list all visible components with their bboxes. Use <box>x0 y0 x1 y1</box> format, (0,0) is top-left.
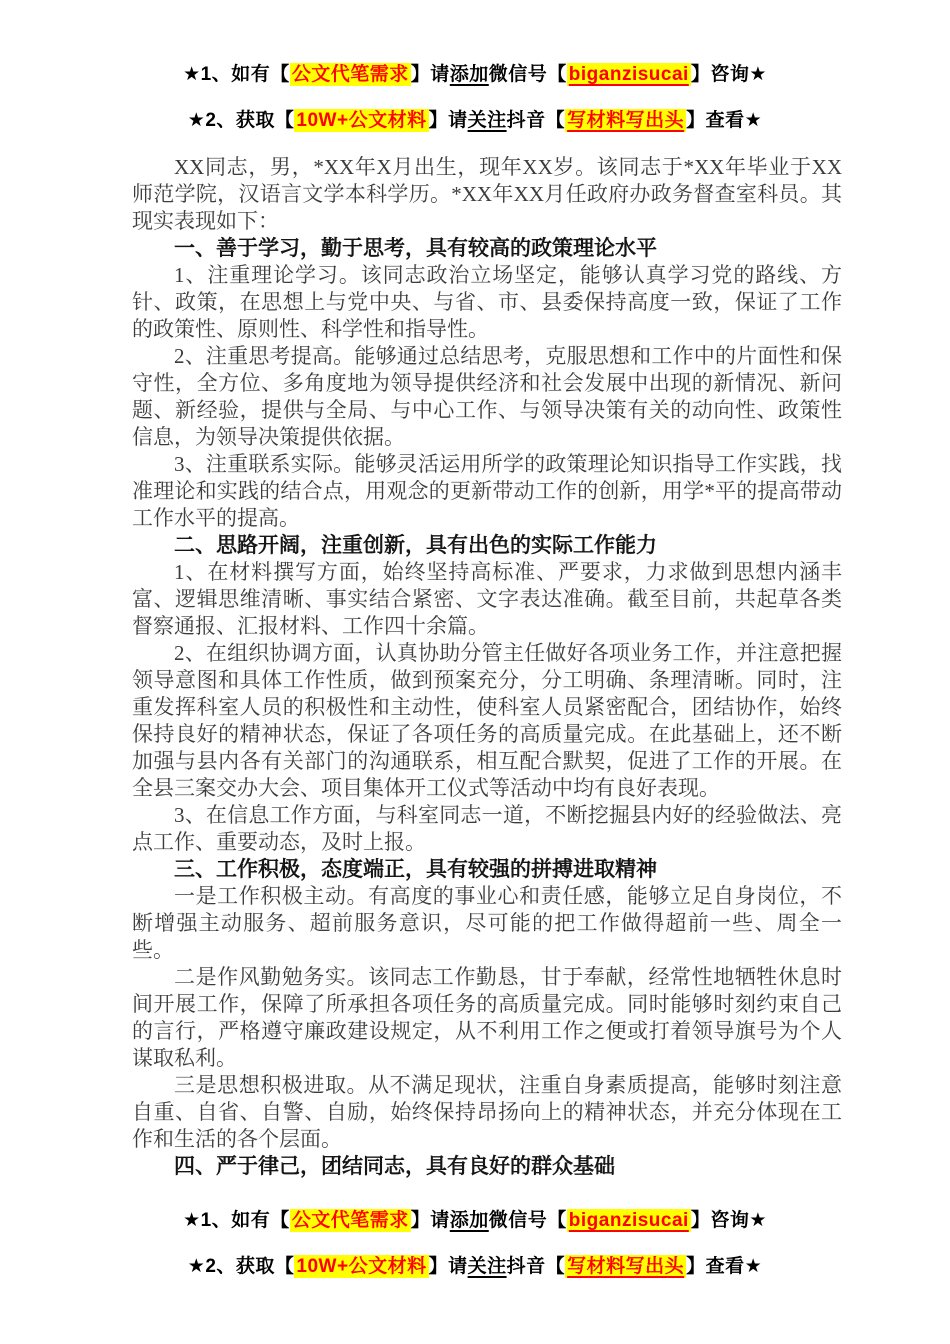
promo-header-line-2-segment-1: ★2、获取【 <box>187 110 295 131</box>
section-heading: 二、思路开阔，注重创新，具有出色的实际工作能力 <box>174 534 657 557</box>
promo-footer-line-2-segment-1: ★2、获取【 <box>187 1256 295 1277</box>
promo-footer <box>0 1206 950 1282</box>
promo-header-line-1-segment-5: 微信号【 <box>488 64 567 85</box>
section-heading: 四、严于律己，团结同志，具有良好的群众基础 <box>174 1155 615 1178</box>
promo-footer-line-1-segment-5: 微信号【 <box>488 1210 567 1231</box>
promo-footer-line-1 <box>0 1206 950 1236</box>
body-paragraph: 1、注重理论学习。该同志政治立场坚定，能够认真学习党的路线、方针、政策，在思想上与党中央、与省、市、县委保持高度一致，保证了工作的政策性、原则性、科学性和指导性。 <box>132 263 842 341</box>
body-paragraph: 一是工作积极主动。有高度的事业心和责任感，能够立足自身岗位，不断增强主动服务、超前服务意识，尽可能的把工作做得超前一些、周全一些。 <box>132 884 842 962</box>
body-paragraph: 3、在信息工作方面，与科室同志一道，不断挖掘县内好的经验做法、亮点工作、重要动态，及时上报。 <box>132 803 842 854</box>
body-paragraph: 2、注重思考提高。能够通过总结思考，克服思想和工作中的片面性和保守性，全方位、多角度地为领导提供经济和社会发展中出现的新情况、新问题、新经验，提供与全局、与中心工作、与领导决策有关的动向性、政策性信息，为领导决策提供依据。 <box>132 344 842 449</box>
document-body <box>132 154 842 1180</box>
promo-footer-line-1-segment-3: 】请 <box>410 1210 450 1231</box>
promo-footer-line-2-segment-7: 】查看★ <box>686 1256 763 1277</box>
promo-header-line-1-segment-2: 公文代笔需求 <box>291 64 409 85</box>
promo-header-line-1-segment-3: 】请 <box>410 64 450 85</box>
promo-footer-line-1-segment-4: 添加 <box>449 1210 489 1231</box>
section-heading: 三、工作积极，态度端正，具有较强的拼搏进取精神 <box>174 858 657 881</box>
promo-header-line-1-segment-1: ★1、如有【 <box>183 64 290 85</box>
body-paragraph: 2、在组织协调方面，认真协助分管主任做好各项业务工作，并注意把握领导意图和具体工作性质，做到预案充分，分工明确、条理清晰。同时，注重发挥科室人员的积极性和主动性，使科室人员紧密配合，团结协作，始终保持良好的精神状态，保证了各项任务的高质量完成。在此基础上，还不断加强与县内各有关部门的沟通联系，相互配合默契，促进了工作的开展。在全县三案交办大会、项目集体开工仪式等活动中均有良好表现。 <box>132 641 842 800</box>
promo-footer-line-2-segment-4: 关注 <box>467 1256 507 1277</box>
promo-header-line-2-segment-2: 10W+公文材料 <box>296 110 427 131</box>
promo-footer-line-2-segment-3: 】请 <box>428 1256 468 1277</box>
promo-footer-line-2-segment-6: 写材料写出头 <box>567 1256 685 1277</box>
promo-header-line-1-segment-4: 添加 <box>449 64 489 85</box>
promo-header-line-1-segment-6: biganzisucai <box>568 64 689 85</box>
promo-footer-line-1-segment-7: 】咨询★ <box>690 1210 767 1231</box>
promo-header-line-2-segment-3: 】请 <box>428 110 468 131</box>
promo-header <box>0 0 950 136</box>
body-paragraph: XX同志，男，*XX年X月出生，现年XX岁。该同志于*XX年毕业于XX师范学院，汉语言文学本科学历。*XX年XX月任政府办政务督查室科员。其现实表现如下： <box>132 155 842 233</box>
promo-header-line-1-segment-7: 】咨询★ <box>690 64 767 85</box>
body-paragraph: 3、注重联系实际。能够灵活运用所学的政策理论知识指导工作实践，找准理论和实践的结合点，用观念的更新带动工作的创新，用学*平的提高带动工作水平的提高。 <box>132 452 842 530</box>
promo-footer-line-1-segment-6: biganzisucai <box>568 1210 689 1231</box>
promo-footer-line-2-segment-2: 10W+公文材料 <box>296 1256 427 1277</box>
body-paragraph: 三是思想积极进取。从不满足现状，注重自身素质提高，能够时刻注意自重、自省、自警、自励，始终保持昂扬向上的精神状态，并充分体现在工作和生活的各个层面。 <box>132 1073 842 1151</box>
body-paragraph: 1、在材料撰写方面，始终坚持高标准、严要求，力求做到思想内涵丰富、逻辑思维清晰、事实结合紧密、文字表达准确。截至目前，共起草各类督察通报、汇报材料、工作四十余篇。 <box>132 560 842 638</box>
promo-header-line-1 <box>0 60 950 90</box>
promo-footer-line-1-segment-1: ★1、如有【 <box>183 1210 290 1231</box>
promo-header-line-2-segment-5: 抖音【 <box>506 110 566 131</box>
body-paragraph: 二是作风勤勉务实。该同志工作勤恳，甘于奉献，经常性地牺牲休息时间开展工作，保障了所承担各项任务的高质量完成。同时能够时刻约束自己的言行，严格遵守廉政建设规定，从不利用工作之便或打着领导旗号为个人谋取私利。 <box>132 965 842 1070</box>
promo-header-line-2-segment-7: 】查看★ <box>686 110 763 131</box>
promo-footer-line-2-segment-5: 抖音【 <box>506 1256 566 1277</box>
promo-header-line-2-segment-6: 写材料写出头 <box>567 110 685 131</box>
promo-header-line-2 <box>0 106 950 136</box>
section-heading: 一、善于学习，勤于思考，具有较高的政策理论水平 <box>174 237 657 260</box>
promo-footer-line-2 <box>0 1252 950 1282</box>
promo-footer-line-1-segment-2: 公文代笔需求 <box>291 1210 409 1231</box>
promo-header-line-2-segment-4: 关注 <box>467 110 507 131</box>
